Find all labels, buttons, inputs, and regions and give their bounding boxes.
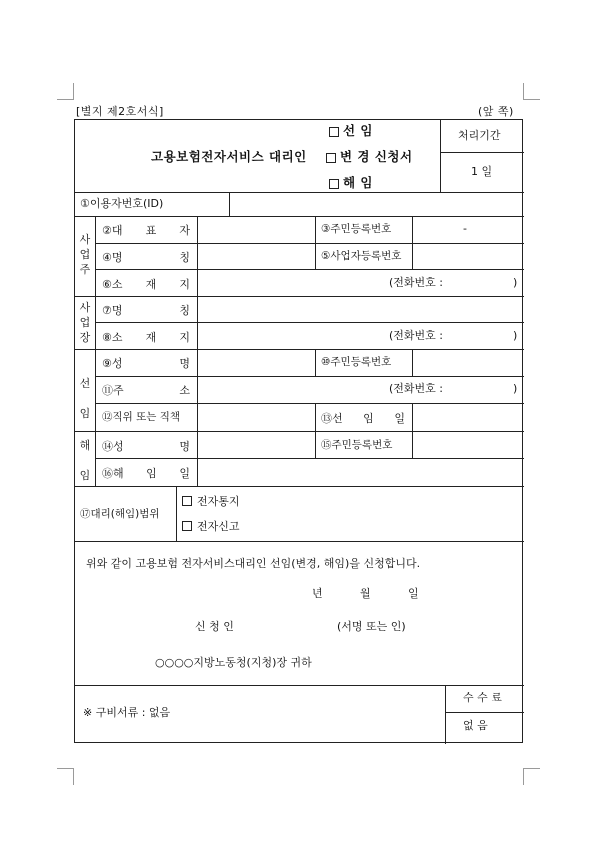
- crop-mark-br: [523, 768, 524, 785]
- appointee-position-field[interactable]: [199, 405, 313, 429]
- user-id-label: ①이용자번호(ID): [80, 197, 164, 210]
- fee-label: 수 수 료: [463, 691, 502, 704]
- date-day: 일: [408, 587, 419, 600]
- dismissed-name-label: ⑭성 명: [102, 440, 190, 453]
- addressee: ○○○○지방노동청(지청)장 귀하: [155, 656, 312, 669]
- owner-rrn-field[interactable]: [414, 218, 522, 241]
- dismissal-group-label: 해 임: [79, 439, 91, 482]
- appointee-phone-close: ): [513, 382, 518, 395]
- business-reg-number-label: ⑤사업자등록번호: [321, 250, 402, 262]
- appointment-date-field[interactable]: [414, 405, 522, 429]
- owner-address-field[interactable]: [199, 271, 387, 294]
- checkbox-icon[interactable]: [326, 153, 336, 163]
- workplace-group-label: 사 업 장: [79, 301, 91, 344]
- crop-mark-tr: [523, 83, 524, 100]
- required-documents: ※ 구비서류 : 없음: [83, 706, 171, 719]
- option-appoint: 선 임: [329, 124, 373, 138]
- workplace-phone-label: (전화번호 :: [389, 329, 443, 342]
- dismissed-rrn-field[interactable]: [414, 433, 522, 456]
- appointee-name-field[interactable]: [199, 351, 313, 374]
- owner-phone-close: ): [513, 276, 518, 289]
- form-number: [별지 제2호서식]: [76, 105, 164, 118]
- business-reg-number-field[interactable]: [414, 245, 522, 267]
- signature-hint: (서명 또는 인): [337, 620, 406, 633]
- date-year: 년: [312, 587, 323, 600]
- scope-option-notice[interactable]: 전자통지: [182, 495, 240, 509]
- appointee-position-label: ⑫직위 또는 직책: [102, 411, 181, 423]
- business-name-label: ④명 칭: [102, 251, 190, 264]
- option-change: 변 경 신청서: [326, 150, 413, 164]
- workplace-address-label: ⑧소 재 지: [102, 331, 190, 344]
- dismissed-name-field[interactable]: [199, 433, 313, 456]
- application-form: [74, 119, 523, 743]
- owner-address-label: ⑥소 재 지: [102, 278, 190, 291]
- appointee-address-field[interactable]: [199, 378, 387, 401]
- dismissed-rrn-label: ⑮주민등록번호: [321, 439, 393, 451]
- owner-phone-label: (전화번호 :: [389, 276, 443, 289]
- date-month: 월: [360, 587, 371, 600]
- crop-mark-br: [523, 768, 540, 769]
- appointment-date-label: ⑬선 임 일: [321, 412, 405, 425]
- appointee-name-label: ⑨성 명: [102, 357, 190, 370]
- owner-rrn-label: ③주민등록번호: [321, 223, 392, 235]
- form-title: 고용보험전자서비스 대리인: [151, 149, 307, 164]
- appointee-rrn-field[interactable]: [414, 351, 522, 374]
- checkbox-icon[interactable]: [329, 179, 339, 189]
- dismissal-date-label: ⑯해 임 일: [102, 467, 190, 480]
- page-side: (앞 쪽): [478, 105, 514, 118]
- business-name-field[interactable]: [199, 245, 313, 267]
- crop-mark-tr: [523, 99, 540, 100]
- representative-field[interactable]: [199, 218, 313, 241]
- owner-rrn-dash: -: [463, 222, 467, 235]
- scope-label: ⑰대리(해임)범위: [80, 508, 160, 520]
- fee-value: 없 음: [463, 719, 488, 732]
- dismissal-date-field[interactable]: [199, 460, 522, 484]
- workplace-name-field[interactable]: [199, 298, 522, 320]
- appointee-phone-label: (전화번호 :: [389, 382, 443, 395]
- option-dismiss: 해 임: [329, 176, 373, 190]
- appointee-rrn-label: ⑩주민등록번호: [321, 356, 392, 368]
- representative-label: ②대 표 자: [102, 224, 190, 237]
- crop-mark-tl: [73, 83, 74, 100]
- applicant-field[interactable]: [265, 618, 335, 636]
- appointment-group-label: 선 임: [79, 377, 91, 420]
- processing-period-value: 1 일: [471, 165, 493, 178]
- workplace-address-field[interactable]: [199, 324, 387, 347]
- declaration-text: 위와 같이 고용보험 전자서비스대리인 선임(변경, 해임)을 신청합니다.: [86, 557, 421, 570]
- crop-mark-bl: [57, 768, 74, 769]
- workplace-name-label: ⑦명 칭: [102, 304, 190, 317]
- crop-mark-bl: [73, 768, 74, 785]
- business-owner-group-label: 사 업 주: [79, 233, 91, 276]
- checkbox-icon[interactable]: [182, 496, 192, 506]
- applicant-label: 신 청 인: [195, 620, 234, 633]
- checkbox-icon[interactable]: [329, 127, 339, 137]
- workplace-phone-close: ): [513, 329, 518, 342]
- scope-option-filing[interactable]: 전자신고: [182, 520, 240, 534]
- user-id-field[interactable]: [231, 194, 521, 214]
- checkbox-icon[interactable]: [182, 521, 192, 531]
- appointee-address-label: ⑪주 소: [102, 384, 190, 397]
- processing-period-label: 처리기간: [458, 129, 501, 142]
- crop-mark-tl: [57, 99, 74, 100]
